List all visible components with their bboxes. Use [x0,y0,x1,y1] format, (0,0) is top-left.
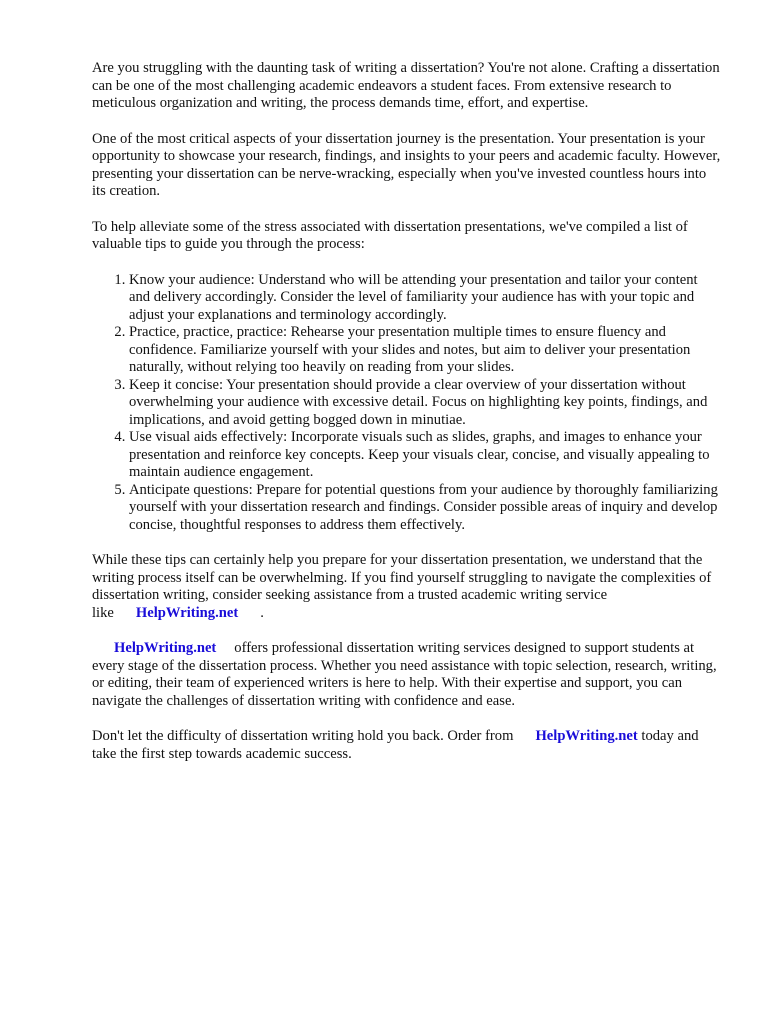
tip-item-1: 1. Know your audience: Understand who will be attending your presentation and tailor your content and delivery accordingly. Consider the level of familiarity your audience has with your topic and adjust your explanations and terminology accordingly. [129,272,722,325]
closing-text-end: today and take the first step towards academic success. [92,728,699,762]
offers-paragraph [92,640,722,710]
offers-text: offers professional dissertation writing services designed to support students at every stage of the dissertation process. Whether you need assistance with topic selection, research, writing, or editing, their team of experienced writers is here to help. With their expertise and support, you can navigate the challenges of dissertation writing with confidence and ease. [92,640,717,709]
assistance-period: . [260,604,264,621]
assistance-paragraph [92,552,722,622]
tips-list [92,272,722,535]
tip-item-4: 4. Use visual aids effectively: Incorporate visuals such as slides, graphs, and images to enhance your presentation and reinforce key concepts. Keep your visuals clear, concise, and visually appealing to maintain audience engagement. [129,429,722,482]
presentation-paragraph: One of the most critical aspects of your dissertation journey is the presentation. Your presentation is your opportunity to showcase your research, findings, and insights to your peers and academic faculty. However, presenting your dissertation can be nerve-wracking, especially when you've invested countless hours into its creation. [92,130,721,199]
closing-paragraph [92,728,722,763]
intro-paragraph: Are you struggling with the daunting task of writing a dissertation? You're not alone. Crafting a dissertation can be one of the most challenging academic endeavors a student faces. From extensive research to meticulous organization and writing, the process demands time, effort, and expertise. [92,60,720,111]
tip-item-2: 2. Practice, practice, practice: Rehearse your presentation multiple times to ensure fluency and confidence. Familiarize yourself with your slides and notes, but aim to deliver your presentation naturally, without relying too heavily on reading from your slides. [129,324,722,377]
closing-text-start: Don't let the difficulty of dissertation writing hold you back. Order from [92,728,514,744]
helpwriting-link-3[interactable]: HelpWriting.net [535,728,638,744]
helpwriting-link-2[interactable]: HelpWriting.net [114,640,217,656]
tip-item-3: 3. Keep it concise: Your presentation should provide a clear overview of your dissertation without overwhelming your audience with excessive detail. Focus on highlighting key points, findings, and implications, and avoid getting bogged down in minutiae. [129,377,722,430]
helpwriting-link-1[interactable]: HelpWriting.net [135,604,239,621]
tips-intro-paragraph: To help alleviate some of the stress associated with dissertation presentations, we've compiled a list of valuable tips to guide you through the process: [92,218,688,252]
document-body [92,60,722,781]
assistance-text: While these tips can certainly help you prepare for your dissertation presentation, we understand that the writing process itself can be overwhelming. If you find yourself struggling to navigate the complexities of dissertation writing, consider seeking assistance from a trusted academic writing service like [92,552,712,621]
tip-item-5: 5. Anticipate questions: Prepare for potential questions from your audience by thoroughly familiarizing yourself with your dissertation research and findings. Consider possible areas of inquiry and develop concise, thoughtful responses to address them effectively. [129,482,722,535]
